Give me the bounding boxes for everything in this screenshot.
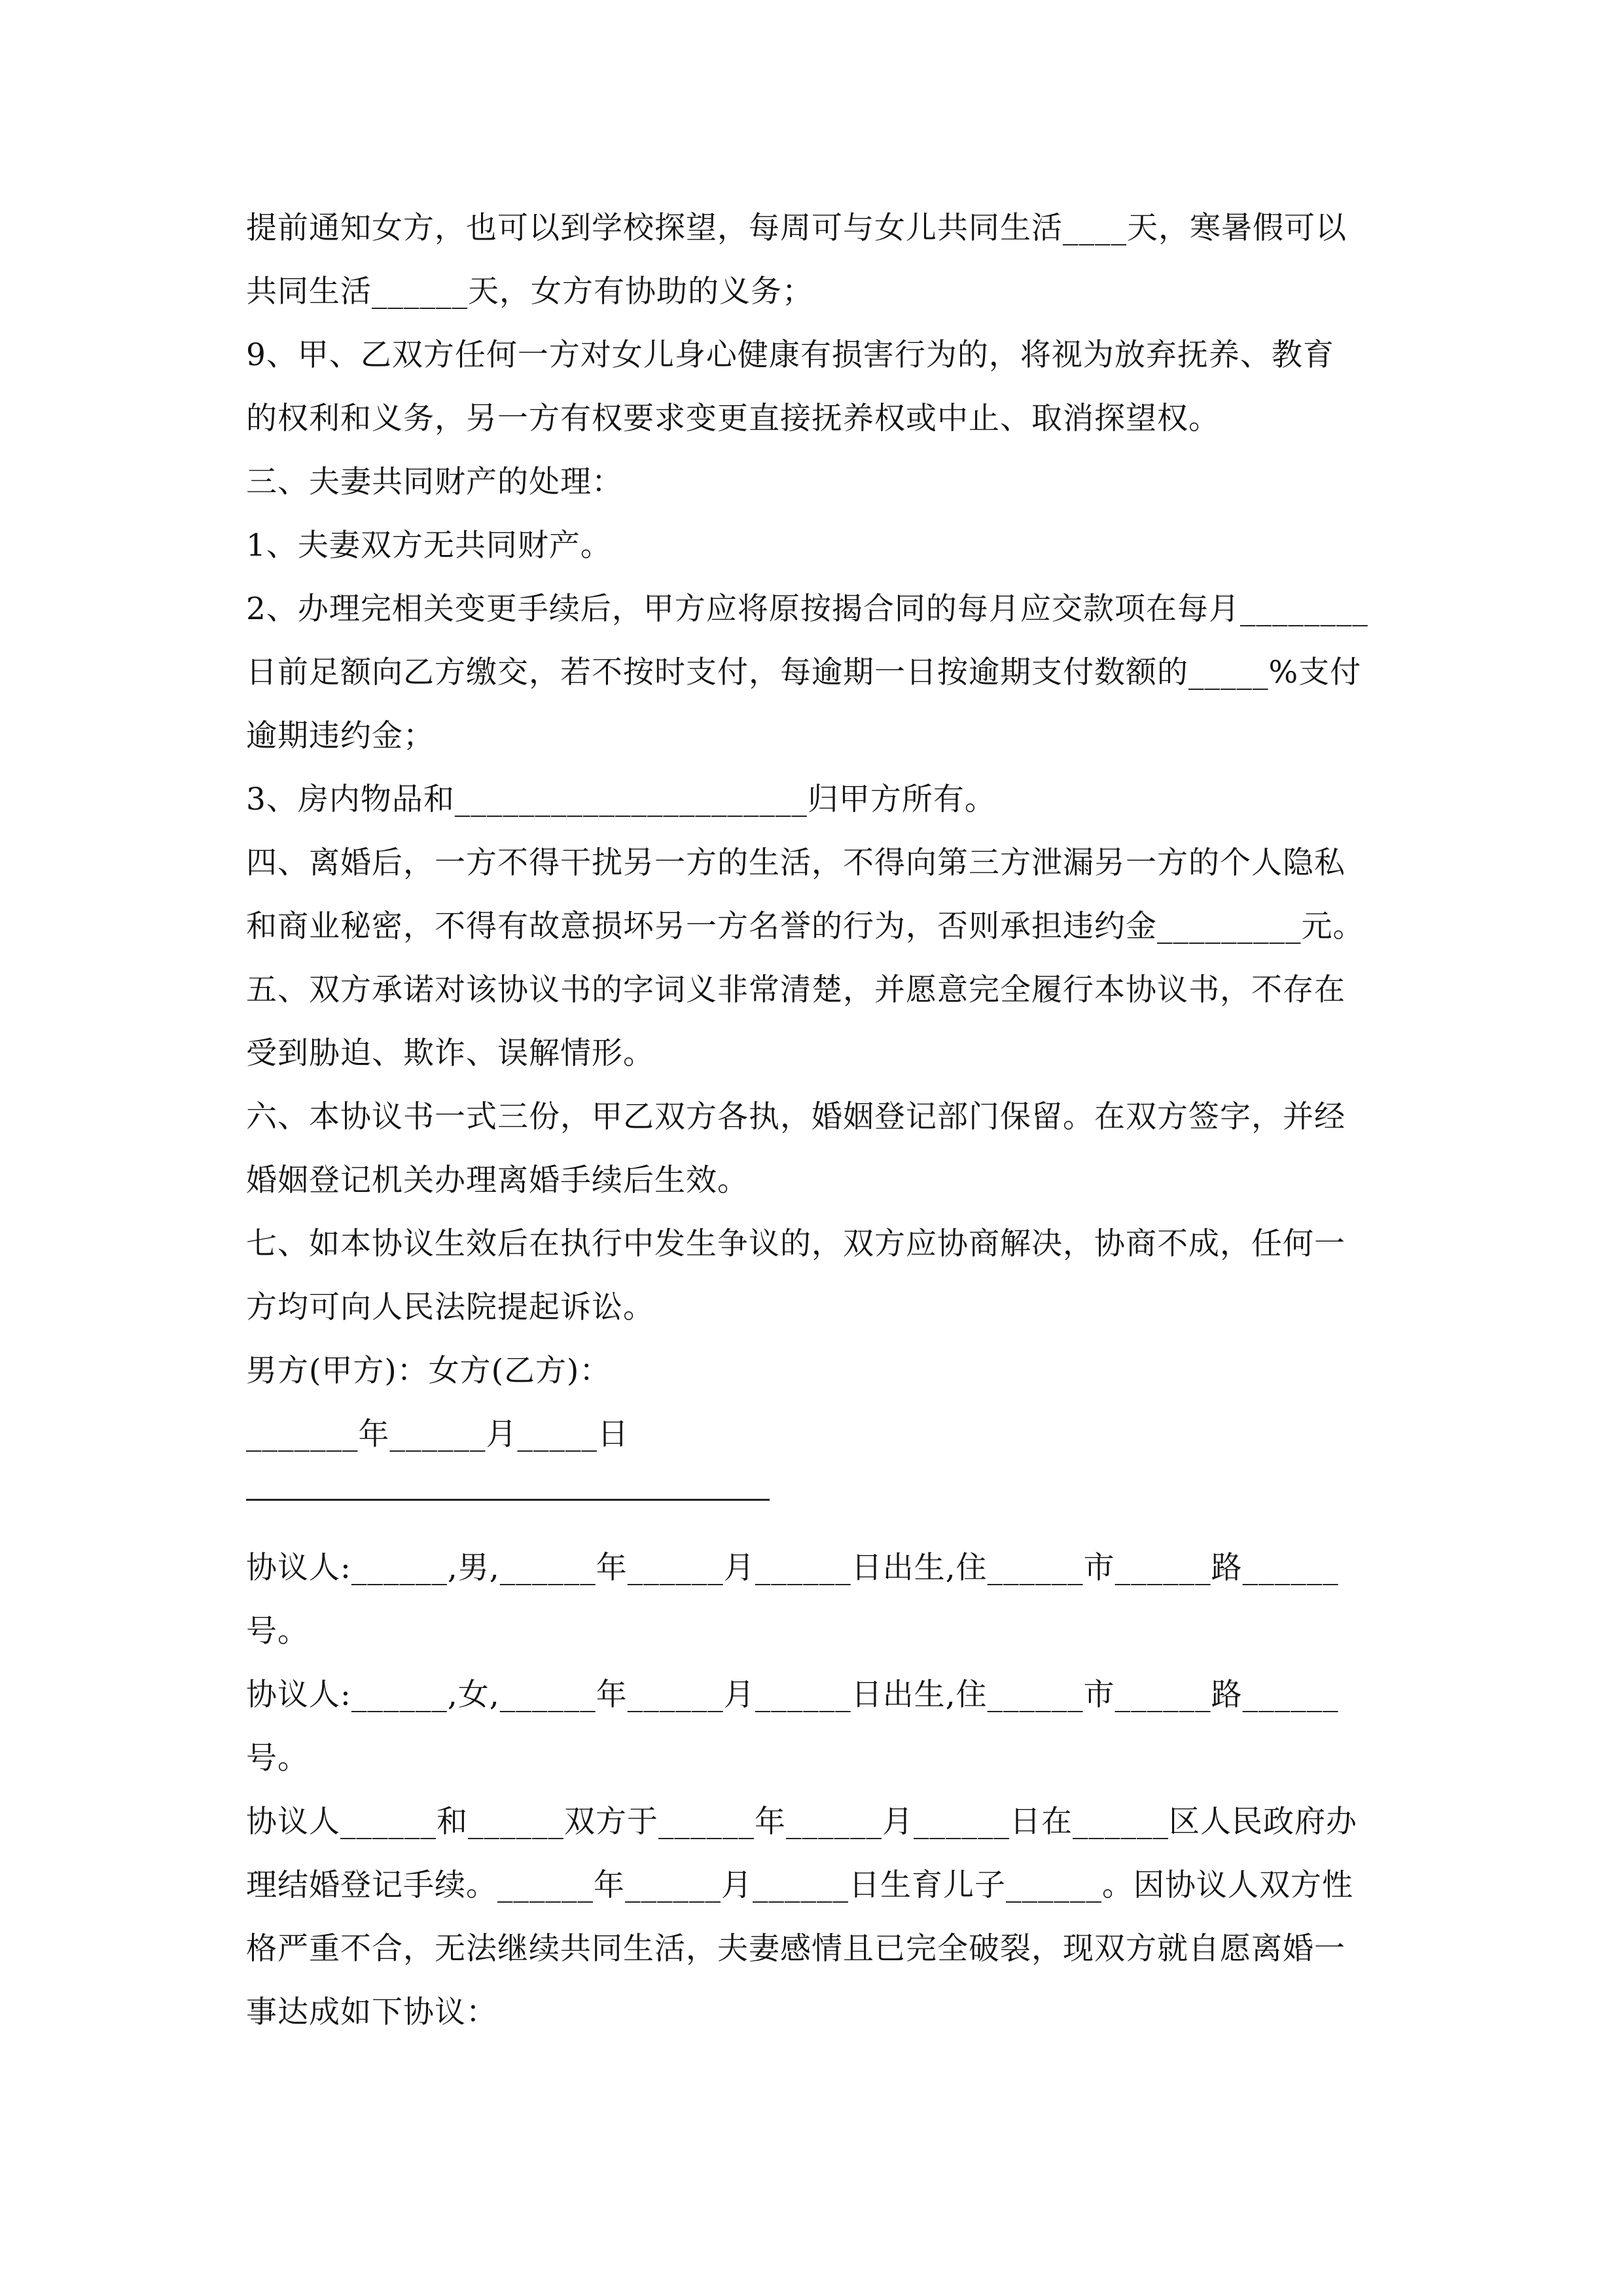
text-line: 逾期违约金； (246, 718, 435, 754)
text-line: 协议人:______,男,______年______月______日出生,住______市______路______ (246, 1550, 1339, 1586)
text-line: 方均可向人民法院提起诉讼。 (246, 1289, 654, 1325)
text-line: 协议人______和______双方于______年______月______日在______区人民政府办 (246, 1804, 1357, 1840)
text-line: 号。 (246, 1740, 309, 1776)
text-line: 六、本协议书一式三份，甲乙双方各执，婚姻登记部门保留。在双方签字，并经 (246, 1099, 1346, 1135)
text-line: 七、如本协议生效后在执行中发生争议的，双方应协商解决，协商不成，任何一 (246, 1226, 1346, 1262)
text-line: 受到胁迫、欺诈、误解情形。 (246, 1035, 654, 1071)
text-line: 事达成如下协议： (246, 1994, 497, 2030)
text-line: 的权利和义务，另一方有权要求变更直接抚养权或中止、取消探望权。 (246, 401, 1220, 437)
signature-line: 男方(甲方)：女方(乙方)： (246, 1353, 611, 1389)
text-line: 2、办理完相关变更手续后，甲方应将原按揭合同的每月应交款项在每月________ (246, 591, 1368, 627)
text-line: 日前足额向乙方缴交，若不按时支付，每逾期一日按逾期支付数额的_____%支付 (246, 655, 1362, 691)
text-line: 共同生活______天，女方有协助的义务； (246, 274, 813, 310)
text-line: 格严重不合，无法继续共同生活，夫妻感情且已完全破裂，现双方就自愿离婚一 (246, 1931, 1346, 1967)
text-line: 和商业秘密，不得有故意损坏另一方名誉的行为，否则承担违约金_________元。 (246, 908, 1364, 944)
text-line: 协议人:______,女,______年______月______日出生,住______市______路______ (246, 1677, 1339, 1713)
document-body (246, 196, 1385, 2044)
spacer (246, 1530, 1385, 1536)
text-line: 3、房内物品和______________________归甲方所有。 (246, 781, 996, 817)
text-line: 四、离婚后，一方不得干扰另一方的生活，不得向第三方泄漏另一方的个人隐私 (246, 845, 1346, 881)
text-line: 五、双方承诺对该协议书的字词义非常清楚，并愿意完全履行本协议书，不存在 (246, 972, 1346, 1008)
text-line: 9、甲、乙双方任何一方对女儿身心健康有损害行为的，将视为放弃抚养、教育 (246, 337, 1334, 373)
text-line: 婚姻登记机关办理离婚手续后生效。 (246, 1162, 749, 1198)
text-line: 提前通知女方，也可以到学校探望，每周可与女儿共同生活____天，寒暑假可以 (246, 210, 1347, 246)
text-line: 号。 (246, 1613, 309, 1649)
text-line: 1、夫妻双方无共同财产。 (246, 528, 612, 564)
separator-rule (246, 1466, 1385, 1530)
separator-bar (246, 1499, 770, 1501)
date-line: _______年______月_____日 (246, 1416, 629, 1452)
text-line: 理结婚登记手续。______年______月______日生育儿子______。因协议人双方性 (246, 1867, 1353, 1903)
section-heading: 三、夫妻共同财产的处理： (246, 464, 623, 500)
